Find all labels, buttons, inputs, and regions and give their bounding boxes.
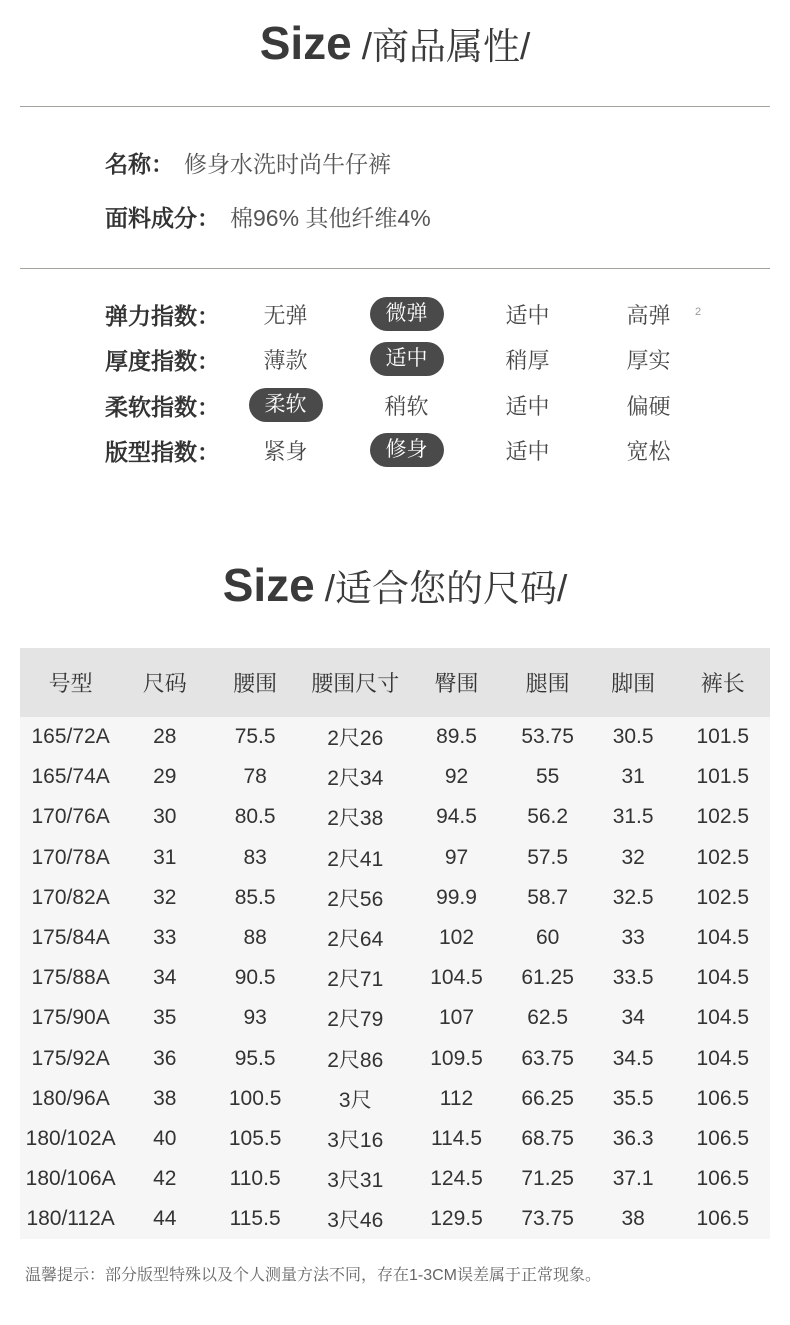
cell-length: 106.5 [696,1167,750,1191]
cell-model: 170/78A [31,845,110,869]
table-row [20,1119,770,1159]
cell-length: 104.5 [696,926,750,950]
cell-thigh: 58.7 [527,885,569,909]
cell-size: 28 [153,725,177,749]
cell-model: 175/90A [31,1006,110,1030]
cell-model: 175/88A [31,966,110,990]
fit-index-row [105,432,709,468]
header-hip: 臀围 [434,671,479,696]
header-length: 裤长 [700,671,745,696]
header-leg-opening: 脚围 [611,671,656,696]
cell-leg-opening: 33 [621,926,645,950]
cell-leg-opening: 35.5 [612,1086,654,1110]
cell-leg-opening: 33.5 [612,966,654,990]
cell-model: 165/74A [31,765,110,789]
cell-model: 180/102A [25,1126,116,1150]
cell-hip: 109.5 [430,1046,483,1070]
cell-waist-chi: 2尺71 [327,968,384,992]
fit-option-2-selected: 修身 [370,433,444,466]
softness-index-label: 柔软指数： [105,393,220,420]
thickness-option-3: 稍厚 [505,347,550,373]
cell-hip: 102 [438,926,475,950]
cell-waist: 90.5 [234,966,276,990]
header-model: 号型 [48,671,93,696]
size-section-title [0,558,790,612]
softness-option-2: 稍软 [384,393,429,419]
product-name-value: 修身水洗时尚牛仔裤 [184,151,391,177]
cell-model: 180/106A [25,1167,116,1191]
cell-size: 44 [153,1207,177,1231]
size-title-zh: /适合您的尺码/ [324,568,568,609]
cell-thigh: 68.75 [521,1126,574,1150]
divider-top [20,106,770,107]
cell-model: 165/72A [31,725,110,749]
cell-waist-chi: 2尺41 [327,847,384,871]
cell-leg-opening: 32.5 [612,885,654,909]
cell-thigh: 61.25 [521,966,574,990]
cell-hip: 97 [444,845,469,869]
header-size: 尺码 [142,671,187,696]
cell-waist: 75.5 [234,725,276,749]
softness-option-3: 适中 [505,393,550,419]
cell-waist: 105.5 [228,1126,282,1150]
cell-waist-chi: 2尺34 [327,767,384,791]
cell-model: 175/92A [31,1046,110,1070]
fabric-label: 面料成分： [105,205,220,231]
cell-thigh: 55 [535,765,560,789]
cell-waist: 83 [243,845,267,869]
disclaimer-note: 温馨提示：部分版型特殊以及个人测量方法不同，存在1-3CM误差属于正常现象。 [25,1267,602,1284]
cell-waist-chi: 2尺79 [327,1008,384,1032]
fit-option-3: 适中 [505,438,550,464]
header-waist-chi: 腰围尺寸 [311,671,400,696]
fabric-field [105,200,431,233]
cell-model: 175/84A [31,926,110,950]
cell-size: 30 [153,805,177,829]
table-row [20,1199,770,1239]
cell-size: 42 [153,1167,177,1191]
cell-leg-opening: 30.5 [612,725,654,749]
softness-option-1-selected: 柔软 [249,388,323,421]
cell-waist-chi: 3尺31 [327,1169,384,1193]
size-table-container [20,648,770,1239]
stretch-option-4: 高弹 [626,302,671,328]
cell-leg-opening: 36.3 [612,1126,654,1150]
attributes-section-title [0,16,790,70]
cell-model: 180/112A [26,1207,115,1231]
table-row [20,998,770,1038]
cell-model: 180/96A [31,1086,110,1110]
cell-thigh: 62.5 [527,1006,569,1030]
cell-waist: 78 [243,765,267,789]
stretch-option-1: 无弹 [263,302,308,328]
cell-model: 170/76A [31,805,110,829]
cell-length: 106.5 [696,1086,750,1110]
thickness-index-label: 厚度指数： [105,347,220,374]
cell-thigh: 53.75 [521,725,574,749]
cell-leg-opening: 31.5 [612,805,654,829]
cell-leg-opening: 31 [621,765,645,789]
header-thigh: 腿围 [525,671,570,696]
cell-size: 31 [153,845,177,869]
cell-leg-opening: 38 [621,1207,645,1231]
cell-hip: 99.9 [436,885,477,909]
cell-waist: 110.5 [229,1167,281,1191]
cell-waist-chi: 2尺26 [327,727,384,751]
cell-size: 35 [153,1006,177,1030]
size-table-body [20,717,770,1239]
cell-length: 104.5 [696,966,750,990]
cell-thigh: 71.25 [521,1167,574,1191]
cell-thigh: 60 [535,926,560,950]
table-row [20,1159,770,1199]
cell-hip: 104.5 [430,966,483,990]
size-table-header-row [20,648,770,717]
cell-size: 36 [153,1046,177,1070]
stretch-index-label: 弹力指数： [105,302,220,329]
cell-hip: 114.5 [431,1126,482,1150]
cell-hip: 94.5 [436,805,477,829]
cell-waist: 85.5 [234,885,276,909]
table-row [20,797,770,837]
cell-size: 33 [153,926,177,950]
fit-option-4: 宽松 [626,438,671,464]
cell-thigh: 57.5 [527,845,569,869]
fit-index-label: 版型指数： [105,438,220,465]
cell-length: 101.5 [696,725,750,749]
header-waist: 腰围 [233,671,278,696]
cell-length: 102.5 [696,845,750,869]
cell-hip: 89.5 [436,725,477,749]
cell-size: 29 [153,765,177,789]
table-row [20,918,770,958]
cell-waist: 115.5 [229,1207,281,1231]
cell-waist: 93 [243,1006,267,1030]
cell-length: 102.5 [696,805,750,829]
watermark-2: 2 [695,306,702,318]
cell-waist: 88 [243,926,267,950]
cell-waist-chi: 2尺38 [327,807,384,831]
product-name-label: 名称： [105,151,174,177]
cell-leg-opening: 37.1 [612,1167,654,1191]
cell-thigh: 56.2 [527,805,569,829]
cell-waist: 80.5 [234,805,276,829]
table-row [20,958,770,998]
cell-length: 106.5 [696,1126,750,1150]
stretch-index-row [105,296,709,332]
softness-option-4: 偏硬 [626,393,671,419]
cell-thigh: 63.75 [521,1046,574,1070]
cell-size: 32 [153,885,177,909]
table-row [20,757,770,797]
attributes-title-en: Size [259,17,352,69]
cell-hip: 129.5 [430,1207,483,1231]
cell-size: 40 [153,1126,177,1150]
cell-waist: 95.5 [234,1046,276,1070]
cell-size: 38 [153,1086,177,1110]
product-name-field [105,146,391,179]
cell-size: 34 [153,966,177,990]
cell-leg-opening: 32 [621,845,645,869]
cell-hip: 124.5 [430,1167,483,1191]
cell-length: 101.5 [696,765,750,789]
cell-length: 104.5 [696,1046,750,1070]
cell-hip: 92 [444,765,469,789]
cell-thigh: 66.25 [521,1086,574,1110]
cell-waist-chi: 2尺56 [327,887,384,911]
cell-length: 102.5 [696,885,750,909]
cell-waist-chi: 3尺46 [327,1209,384,1233]
table-row [20,1039,770,1079]
attributes-title-zh: /商品属性/ [361,26,531,67]
cell-hip: 107 [438,1006,475,1030]
fit-option-1: 紧身 [263,438,308,464]
stretch-option-3: 适中 [505,302,550,328]
cell-waist-chi: 2尺64 [327,928,384,952]
cell-waist: 100.5 [228,1086,282,1110]
cell-leg-opening: 34 [621,1006,645,1030]
thickness-option-2-selected: 适中 [370,342,444,375]
size-table [20,648,770,1239]
cell-thigh: 73.75 [521,1207,574,1231]
divider-middle [20,268,770,269]
stretch-option-2-selected: 微弹 [370,297,444,330]
cell-model: 170/82A [31,885,110,909]
thickness-option-4: 厚实 [626,347,671,373]
thickness-index-row [105,341,709,377]
size-title-en: Size [222,559,315,611]
table-row [20,838,770,878]
cell-waist-chi: 2尺86 [327,1048,384,1072]
cell-length: 104.5 [696,1006,750,1030]
cell-hip: 112 [439,1086,474,1110]
cell-waist-chi: 3尺16 [327,1128,384,1152]
cell-leg-opening: 34.5 [612,1046,654,1070]
cell-length: 106.5 [696,1207,750,1231]
fabric-value: 棉96% 其他纤维4% [230,205,431,231]
thickness-option-1: 薄款 [263,347,308,373]
table-row [20,878,770,918]
softness-index-row [105,387,709,423]
table-row [20,1079,770,1119]
cell-waist-chi: 3尺 [338,1088,372,1112]
table-row [20,717,770,757]
